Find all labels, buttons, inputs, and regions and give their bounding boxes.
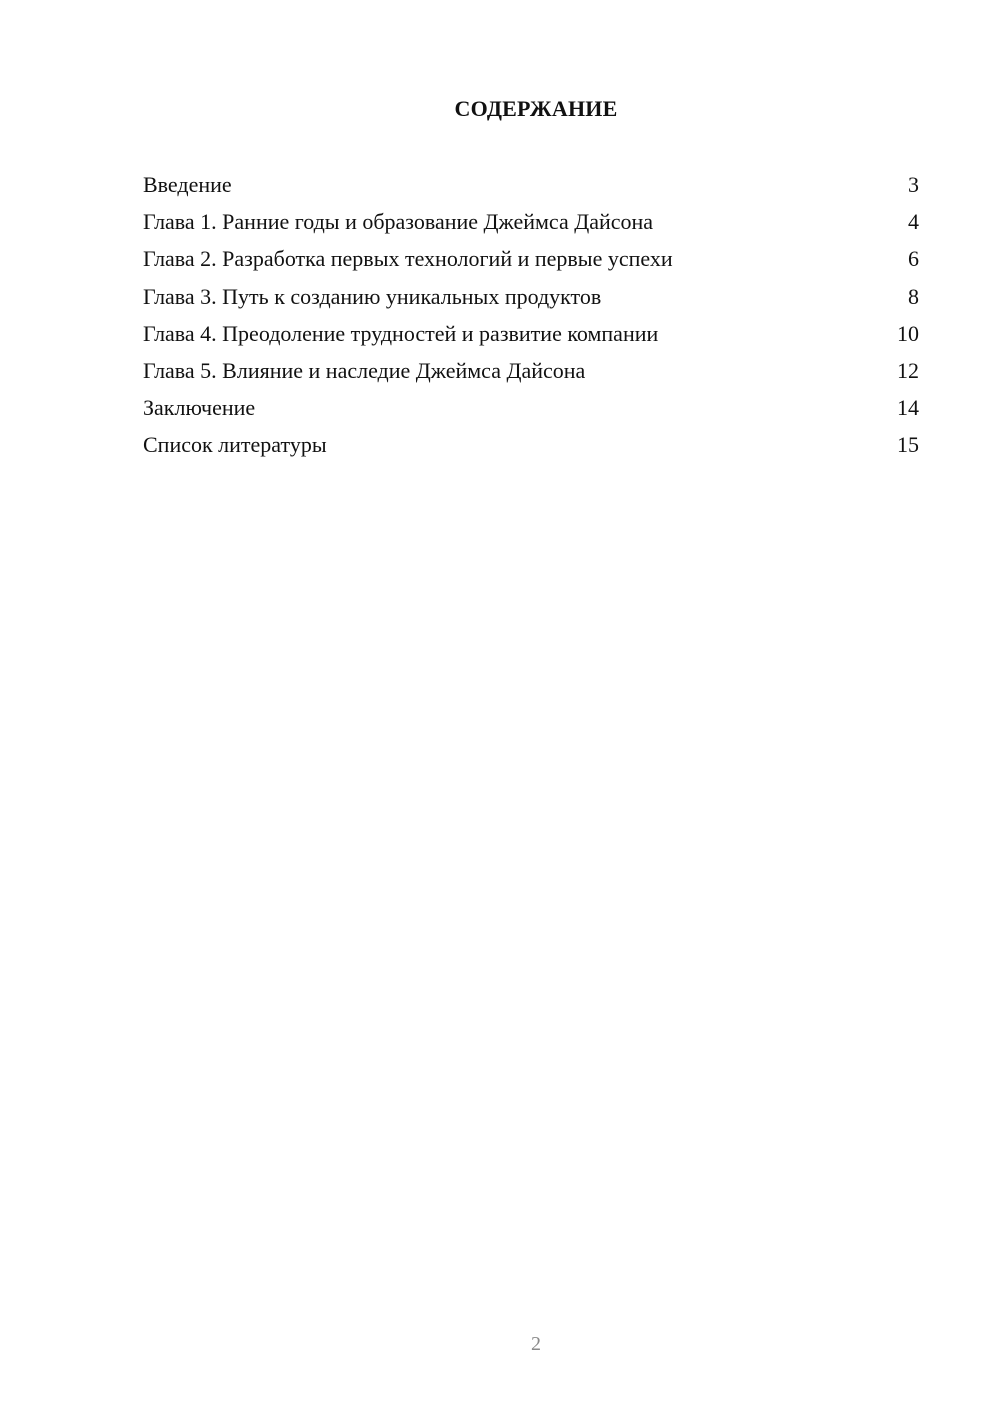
toc-entry-label: Глава 1. Ранние годы и образование Джеймса Дайсона	[143, 209, 654, 235]
toc-entry-page: 10	[897, 320, 919, 346]
toc-entry-label: Список литературы	[143, 432, 327, 458]
toc-entry-label: Заключение	[143, 395, 256, 421]
toc-entry-conclusion[interactable]	[143, 393, 919, 430]
toc-entry-label: Глава 4. Преодоление трудностей и развитие компании	[143, 320, 659, 346]
toc-entry-introduction[interactable]	[143, 170, 919, 207]
toc-entry-label: Введение	[143, 172, 232, 197]
toc-entry-page: 12	[897, 357, 919, 383]
toc-entry-page: 6	[908, 246, 919, 272]
toc-entry-page: 8	[908, 283, 919, 309]
toc-entry-chapter-3[interactable]	[143, 282, 919, 319]
toc-entry-references[interactable]	[143, 430, 919, 467]
toc-entry-page: 14	[897, 395, 919, 421]
toc-title: СОДЕРЖАНИЕ	[454, 96, 618, 121]
toc-entry-page: 3	[908, 172, 919, 197]
toc-entry-chapter-5[interactable]	[143, 356, 919, 393]
toc-entry-chapter-2[interactable]	[143, 244, 919, 281]
page-number: 2	[531, 1333, 541, 1355]
toc-entry-label: Глава 2. Разработка первых технологий и первые успехи	[143, 246, 673, 272]
toc-entry-page: 15	[897, 432, 919, 458]
toc-entry-label: Глава 5. Влияние и наследие Джеймса Дайсона	[143, 357, 586, 383]
toc-list	[143, 170, 919, 468]
toc-entry-chapter-4[interactable]	[143, 319, 919, 356]
toc-entry-chapter-1[interactable]	[143, 207, 919, 244]
toc-entry-page: 4	[908, 209, 919, 235]
toc-entry-label: Глава 3. Путь к созданию уникальных продуктов	[143, 283, 602, 309]
